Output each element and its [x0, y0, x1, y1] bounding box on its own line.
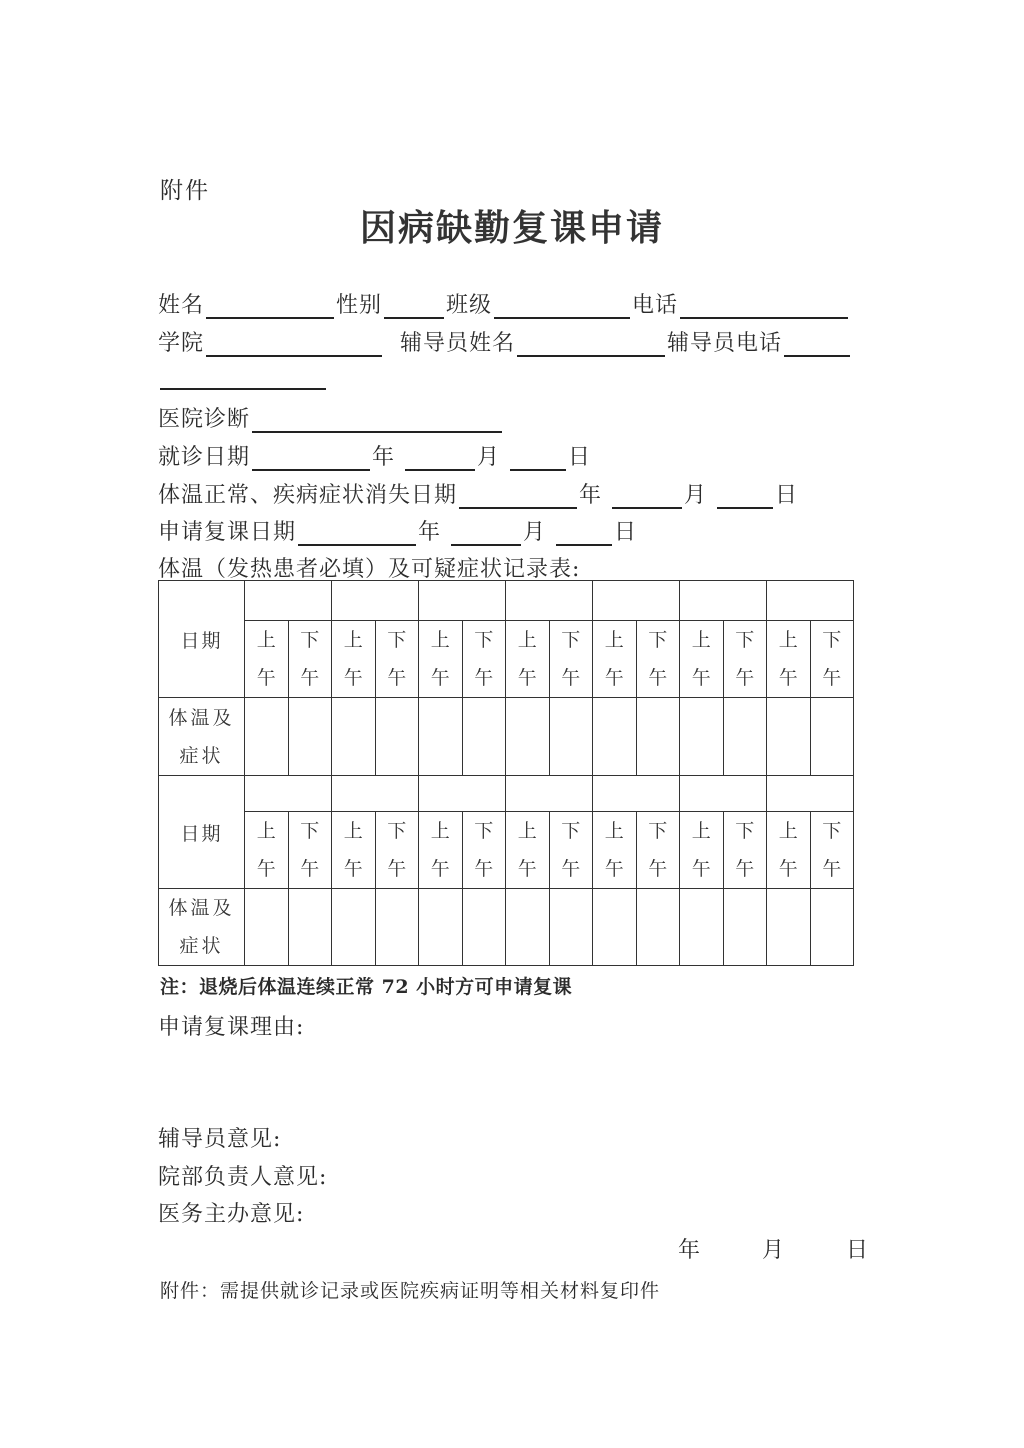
date-cell[interactable] — [245, 776, 332, 812]
college-label: 学院 — [158, 331, 205, 356]
half-day-row — [159, 812, 854, 889]
am-cell: 上 午 — [680, 621, 724, 698]
am-cell: 上 午 — [419, 621, 463, 698]
am-cell: 上 午 — [767, 812, 811, 889]
medical-opinion-label: 医务主办意见: — [158, 1202, 305, 1227]
am-cell: 上 午 — [332, 621, 376, 698]
record-cell[interactable] — [462, 889, 506, 966]
date-cell[interactable] — [767, 776, 854, 812]
year-label: 年 — [579, 483, 603, 508]
record-cell[interactable] — [245, 889, 289, 966]
form-title: 因病缺勤复课申请 — [359, 207, 664, 249]
recovery-year-field[interactable] — [459, 485, 577, 509]
record-cell[interactable] — [636, 698, 680, 776]
date-cell[interactable] — [680, 776, 767, 812]
record-cell[interactable] — [288, 889, 332, 966]
phone-field[interactable] — [680, 295, 848, 319]
row-basic-info — [158, 288, 850, 319]
symptom-row — [159, 889, 854, 966]
row-diagnosis — [158, 402, 504, 433]
return-note: 注：退烧后体温连续正常 72 小时方可申请复课 — [160, 976, 573, 998]
counselor-name-label: 辅导员姓名 — [400, 331, 516, 356]
record-cell[interactable] — [723, 698, 767, 776]
record-cell[interactable] — [549, 889, 593, 966]
pm-cell: 下 午 — [288, 812, 332, 889]
recovery-date-label: 体温正常、疾病症状消失日期 — [158, 483, 458, 508]
date-cell[interactable] — [506, 776, 593, 812]
row-return-date — [158, 515, 637, 546]
record-cell[interactable] — [767, 698, 811, 776]
record-cell[interactable] — [462, 698, 506, 776]
counselor-name-field[interactable] — [517, 333, 665, 357]
class-field[interactable] — [494, 295, 630, 319]
pm-cell: 下 午 — [462, 812, 506, 889]
return-year-field[interactable] — [298, 522, 416, 546]
name-field[interactable] — [206, 295, 334, 319]
pm-cell: 下 午 — [375, 812, 419, 889]
row-recovery-date — [158, 478, 798, 509]
recovery-month-field[interactable] — [612, 485, 682, 509]
counselor-opinion-label: 辅导员意见: — [158, 1127, 282, 1152]
symptom-label-cell: 体温及 症状 — [159, 698, 245, 776]
visit-day-field[interactable] — [510, 447, 566, 471]
record-cell[interactable] — [767, 889, 811, 966]
record-cell[interactable] — [810, 889, 854, 966]
date-cell[interactable] — [332, 776, 419, 812]
am-cell: 上 午 — [680, 812, 724, 889]
month-label: 月 — [477, 445, 501, 470]
date-cell[interactable] — [419, 581, 506, 621]
record-cell[interactable] — [332, 889, 376, 966]
diagnosis-label: 医院诊断 — [158, 407, 251, 432]
counselor-phone-label: 辅导员电话 — [667, 331, 783, 356]
row-visit-date — [158, 440, 591, 471]
record-cell[interactable] — [810, 698, 854, 776]
pm-cell: 下 午 — [810, 621, 854, 698]
record-cell[interactable] — [506, 889, 550, 966]
return-day-field[interactable] — [556, 522, 612, 546]
annex-label: 附件 — [160, 178, 210, 204]
year-label: 年 — [418, 520, 442, 545]
record-table-heading: 体温（发热患者必填）及可疑症状记录表: — [158, 557, 581, 582]
counselor-phone-field[interactable] — [784, 333, 850, 357]
reason-label: 申请复课理由: — [158, 1015, 305, 1040]
am-cell: 上 午 — [767, 621, 811, 698]
row-college-info — [158, 326, 852, 357]
recovery-day-field[interactable] — [717, 485, 773, 509]
month-label: 月 — [523, 520, 547, 545]
date-cell[interactable] — [419, 776, 506, 812]
day-label: 日 — [614, 520, 638, 545]
record-cell[interactable] — [288, 698, 332, 776]
record-cell[interactable] — [375, 698, 419, 776]
gender-label: 性别 — [336, 293, 383, 318]
am-cell: 上 午 — [506, 812, 550, 889]
date-label: 日期 — [180, 629, 223, 652]
sign-month-label: 月 — [762, 1238, 785, 1263]
date-cell[interactable] — [593, 581, 680, 621]
day-label: 日 — [775, 483, 799, 508]
class-label: 班级 — [446, 293, 493, 318]
record-cell[interactable] — [549, 698, 593, 776]
am-cell: 上 午 — [419, 812, 463, 889]
am-cell: 上 午 — [245, 812, 289, 889]
return-month-field[interactable] — [451, 522, 521, 546]
return-date-label: 申请复课日期 — [158, 520, 297, 545]
half-day-row — [159, 621, 854, 698]
pm-cell: 下 午 — [549, 812, 593, 889]
pm-cell: 下 午 — [723, 621, 767, 698]
pm-cell: 下 午 — [375, 621, 419, 698]
am-cell: 上 午 — [332, 812, 376, 889]
counselor-phone-field-continued[interactable] — [160, 388, 326, 390]
pm-cell: 下 午 — [462, 621, 506, 698]
footer-note: 附件：需提供就诊记录或医院疾病证明等相关材料复印件 — [160, 1280, 661, 1302]
record-cell[interactable] — [419, 698, 463, 776]
record-cell[interactable] — [680, 889, 724, 966]
phone-label: 电话 — [632, 293, 679, 318]
date-cell[interactable] — [680, 581, 767, 621]
record-cell[interactable] — [332, 698, 376, 776]
record-cell[interactable] — [506, 698, 550, 776]
temperature-record-table — [158, 580, 854, 966]
visit-year-field[interactable] — [252, 447, 370, 471]
date-label-cell — [159, 581, 245, 698]
date-cell[interactable] — [593, 776, 680, 812]
pm-cell: 下 午 — [636, 812, 680, 889]
college-field[interactable] — [206, 333, 382, 357]
sign-year-label: 年 — [678, 1238, 701, 1263]
day-label: 日 — [568, 445, 592, 470]
date-cell[interactable] — [332, 581, 419, 621]
date-cell[interactable] — [245, 581, 332, 621]
date-cell[interactable] — [506, 581, 593, 621]
pm-cell: 下 午 — [723, 812, 767, 889]
sign-day-label: 日 — [846, 1238, 869, 1263]
record-cell[interactable] — [419, 889, 463, 966]
record-cell[interactable] — [593, 889, 637, 966]
date-label-cell — [159, 776, 245, 889]
am-cell: 上 午 — [593, 621, 637, 698]
gender-field[interactable] — [384, 295, 444, 319]
date-label: 日期 — [180, 822, 223, 845]
symptom-row — [159, 698, 854, 776]
name-label: 姓名 — [158, 293, 205, 318]
pm-cell: 下 午 — [549, 621, 593, 698]
am-cell: 上 午 — [593, 812, 637, 889]
pm-cell: 下 午 — [636, 621, 680, 698]
visit-date-label: 就诊日期 — [158, 445, 251, 470]
record-cell[interactable] — [723, 889, 767, 966]
month-label: 月 — [684, 483, 708, 508]
pm-cell: 下 午 — [288, 621, 332, 698]
record-cell[interactable] — [245, 698, 289, 776]
symptom-label-cell: 体温及 症状 — [159, 889, 245, 966]
am-cell: 上 午 — [245, 621, 289, 698]
record-cell[interactable] — [593, 698, 637, 776]
year-label: 年 — [372, 445, 396, 470]
dept-head-opinion-label: 院部负责人意见: — [158, 1165, 328, 1190]
record-cell[interactable] — [375, 889, 419, 966]
pm-cell: 下 午 — [810, 812, 854, 889]
visit-month-field[interactable] — [405, 447, 475, 471]
diagnosis-field[interactable] — [252, 409, 502, 433]
record-cell[interactable] — [680, 698, 724, 776]
date-cell[interactable] — [767, 581, 854, 621]
am-cell: 上 午 — [506, 621, 550, 698]
record-cell[interactable] — [636, 889, 680, 966]
